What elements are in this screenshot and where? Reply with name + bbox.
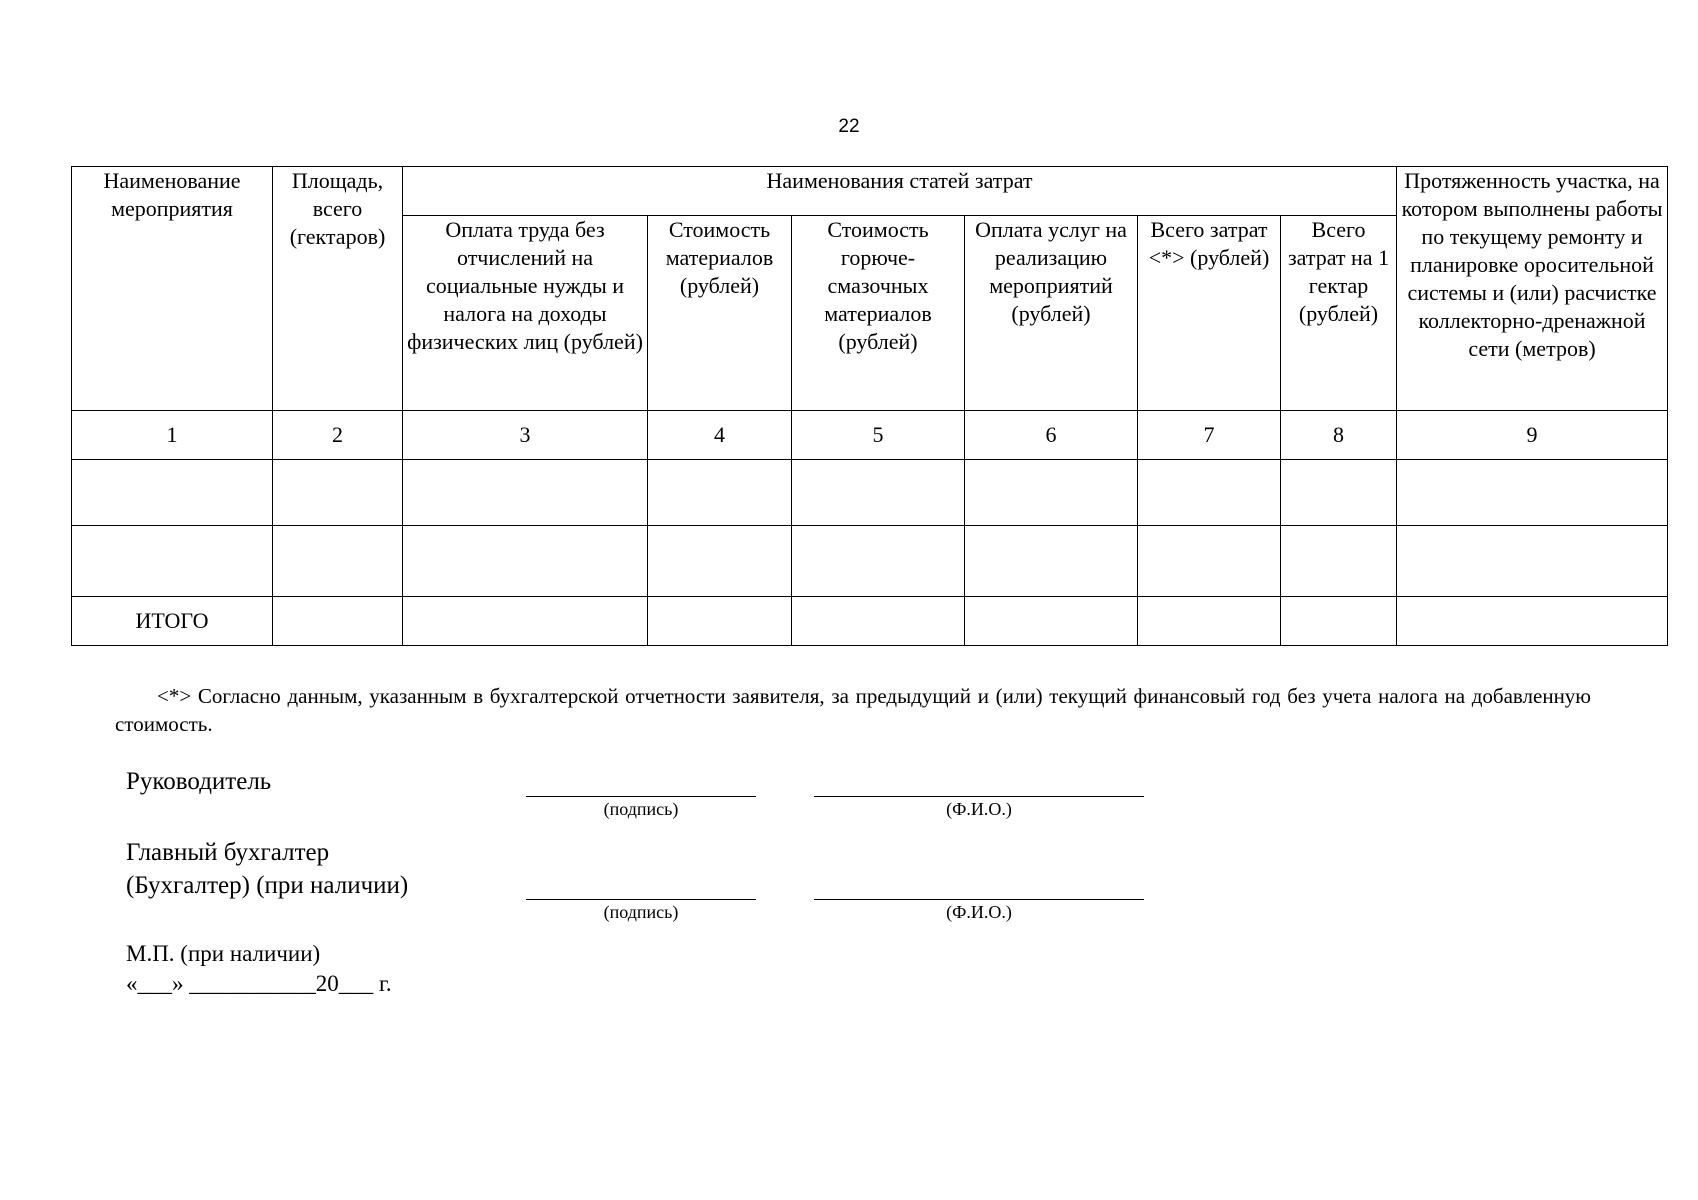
accountant-name-caption: (Ф.И.О.) — [946, 902, 1012, 922]
table-cell — [1397, 460, 1668, 526]
table-cell — [648, 460, 792, 526]
table-row — [72, 526, 1668, 597]
header-cost-group: Наименования статей затрат — [403, 167, 1397, 216]
head-label: Руководитель — [126, 768, 272, 795]
table-cell — [72, 526, 273, 597]
table-cell — [1281, 597, 1397, 646]
table-cell — [403, 460, 648, 526]
cost-table — [71, 166, 1668, 646]
column-number: 7 — [1138, 411, 1281, 460]
date-line: «___» ___________20___ г. — [126, 971, 392, 996]
table-cell — [792, 597, 965, 646]
column-number: 9 — [1397, 411, 1668, 460]
header-area: Площадь, всего (гектаров) — [273, 167, 403, 411]
head-name-line — [814, 796, 1144, 797]
table-cell — [965, 526, 1138, 597]
table-cell — [965, 597, 1138, 646]
footnote: <*> Согласно данным, указанным в бухгалтерской отчетности заявителя, за предыдущий и (или) текущий финансовый год без учета налога на добавленную стоимость. — [115, 684, 1591, 736]
header-total: Всего затрат <*> (рублей) — [1138, 216, 1281, 411]
column-number: 5 — [792, 411, 965, 460]
table-cell — [273, 460, 403, 526]
column-number: 3 — [403, 411, 648, 460]
header-services: Оплата услуг на реализацию мероприятий (рублей) — [965, 216, 1138, 411]
total-row — [72, 597, 1668, 646]
table-cell — [403, 526, 648, 597]
header-row-top — [72, 167, 1668, 216]
column-number: 4 — [648, 411, 792, 460]
head-signature-caption: (подпись) — [603, 799, 679, 819]
accountant-label-line1: Главный бухгалтер — [126, 839, 330, 866]
table-row — [72, 460, 1668, 526]
table-cell — [648, 526, 792, 597]
header-name: Наименование мероприятия — [72, 167, 273, 411]
table-cell — [1397, 526, 1668, 597]
stamp-label: М.П. (при наличии) — [126, 941, 321, 966]
accountant-label-line2: (Бухгалтер) (при наличии) — [126, 872, 409, 899]
table-cell — [273, 597, 403, 646]
header-per-hectare: Всего затрат на 1 гектар (рублей) — [1281, 216, 1397, 411]
column-number: 8 — [1281, 411, 1397, 460]
table-cell — [1138, 597, 1281, 646]
column-number: 6 — [965, 411, 1138, 460]
table-cell — [403, 597, 648, 646]
table-cell — [1281, 526, 1397, 597]
header-fuel: Стоимость горюче-смазочных материалов (рублей) — [792, 216, 965, 411]
table-cell — [792, 526, 965, 597]
table-cell — [72, 460, 273, 526]
head-name-caption: (Ф.И.О.) — [946, 799, 1012, 819]
accountant-signature-line — [526, 899, 756, 900]
table-cell — [273, 526, 403, 597]
column-number-row — [72, 411, 1668, 460]
page-number: 22 — [838, 116, 860, 137]
table-cell — [648, 597, 792, 646]
table-cell — [1397, 597, 1668, 646]
column-number: 1 — [72, 411, 273, 460]
head-signature-line — [526, 796, 756, 797]
table-cell — [1138, 460, 1281, 526]
header-labor: Оплата труда без отчислений на социальные нужды и налога на доходы физических лиц (рублей) — [403, 216, 648, 411]
header-length: Протяженность участка, на котором выполнены работы по текущему ремонту и планировке оросительной системы и (или) расчистке коллекторно-дренажной сети (метров) — [1397, 167, 1668, 411]
table-cell — [1281, 460, 1397, 526]
table-cell — [1138, 526, 1281, 597]
total-label: ИТОГО — [72, 597, 273, 646]
table-cell — [965, 460, 1138, 526]
column-number: 2 — [273, 411, 403, 460]
table-cell — [792, 460, 965, 526]
header-materials: Стоимость материалов (рублей) — [648, 216, 792, 411]
accountant-signature-caption: (подпись) — [603, 902, 679, 922]
accountant-name-line — [814, 899, 1144, 900]
